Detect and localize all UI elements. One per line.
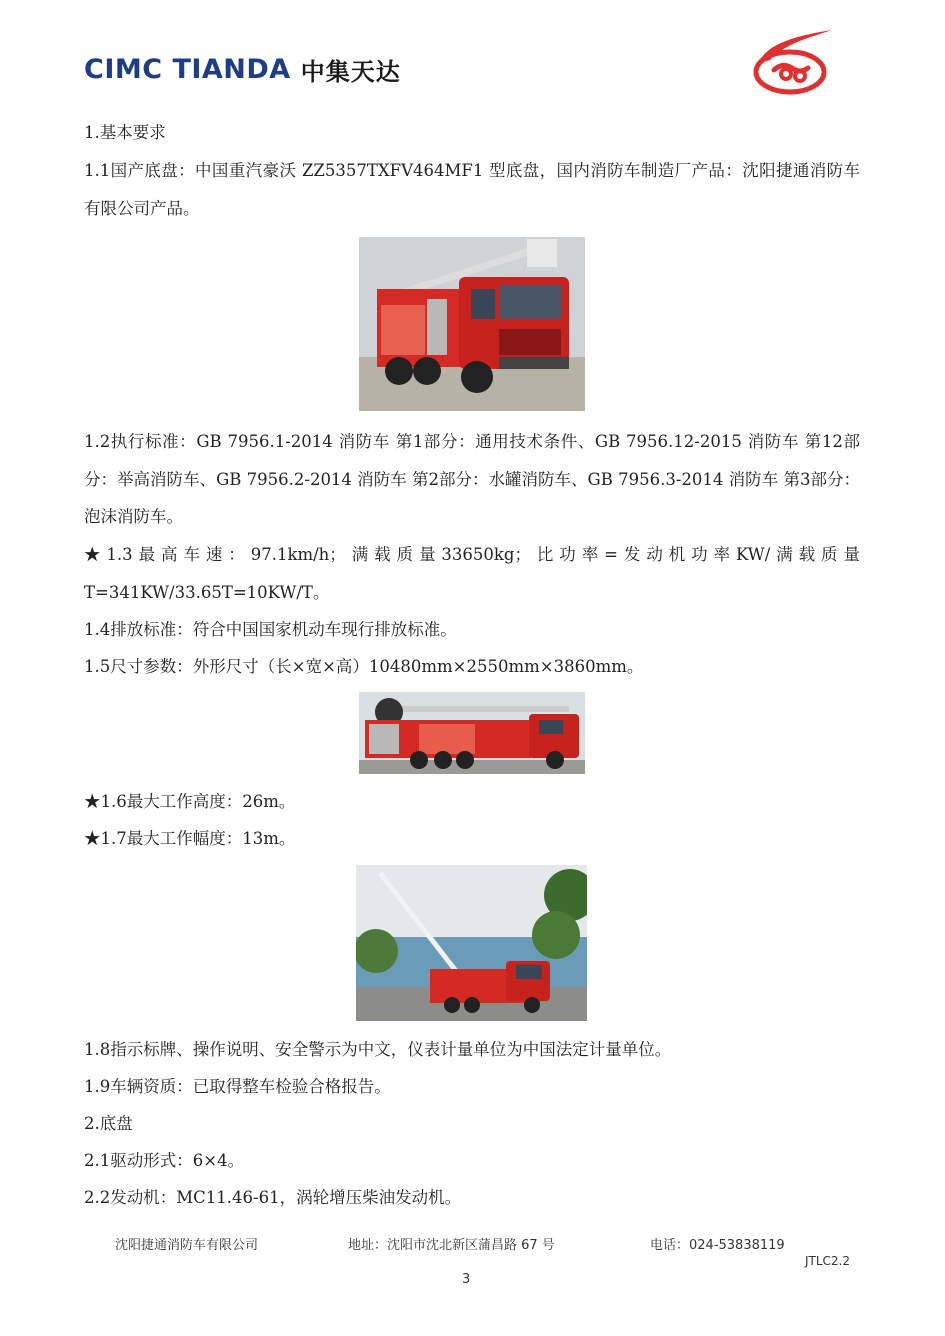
- section-heading-chassis: 2.底盘: [84, 1114, 133, 1133]
- paragraph-max-speed: ★1.3最高车速：97.1km/h；满载质量33650kg；比功率=发动机功率KW/满载质量T=341KW/33.65T=10KW/T。: [84, 545, 860, 602]
- paragraph-max-working-height: ★1.6最大工作高度：26m。: [84, 792, 296, 811]
- paragraph-dimensions: 1.5尺寸参数：外形尺寸（长×宽×高）10480mm×2550mm×3860mm。: [84, 657, 644, 676]
- paragraph-labels-units: 1.8指示标牌、操作说明、安全警示为中文，仪表计量单位为中国法定计量单位。: [84, 1040, 672, 1059]
- logo-chinese: 中集天达: [300, 58, 401, 86]
- footer-phone: 电话：024-53838119: [650, 1238, 785, 1253]
- paragraph-engine: 2.2发动机：MC11.46-61，涡轮增压柴油发动机。: [84, 1188, 462, 1207]
- paragraph-drive-form: 2.1驱动形式：6×4。: [84, 1151, 245, 1170]
- logo-english: CIMC TIANDA: [84, 54, 291, 85]
- paragraph-standards: 1.2执行标准：GB 7956.1-2014 消防车 第1部分：通用技术条件、GB 7956.12-2015 消防车 第12部分：举高消防车、GB 7956.2-2014 消防车 第2部分：水罐消防车、GB 7956.3-2014 消防车 第3部分：泡沫消防车。: [84, 432, 860, 526]
- section-heading-basic-requirements: 1.基本要求: [84, 123, 166, 142]
- paragraph-vehicle-qualification: 1.9车辆资质：已取得整车检验合格报告。: [84, 1077, 391, 1096]
- fire-truck-front-photo: [359, 237, 585, 411]
- page-number: 3: [462, 1272, 471, 1287]
- cimc-emblem-icon: [748, 26, 836, 96]
- paragraph-emission: 1.4排放标准：符合中国国家机动车现行排放标准。: [84, 620, 457, 639]
- footer-address: 地址：沈阳市沈北新区蒲昌路 67 号: [348, 1238, 555, 1253]
- company-logo: [84, 52, 401, 87]
- document-id: JTLC2.2: [805, 1254, 851, 1268]
- fire-truck-boom-extended-photo: [356, 865, 587, 1021]
- paragraph-max-working-range: ★1.7最大工作幅度：13m。: [84, 829, 296, 848]
- fire-truck-side-photo: [359, 692, 585, 774]
- paragraph-chassis: 1.1国产底盘：中国重汽豪沃 ZZ5357TXFV464MF1 型底盘，国内消防车制造厂产品：沈阳捷通消防车有限公司产品。: [84, 161, 860, 218]
- footer-company: 沈阳捷通消防车有限公司: [115, 1238, 259, 1253]
